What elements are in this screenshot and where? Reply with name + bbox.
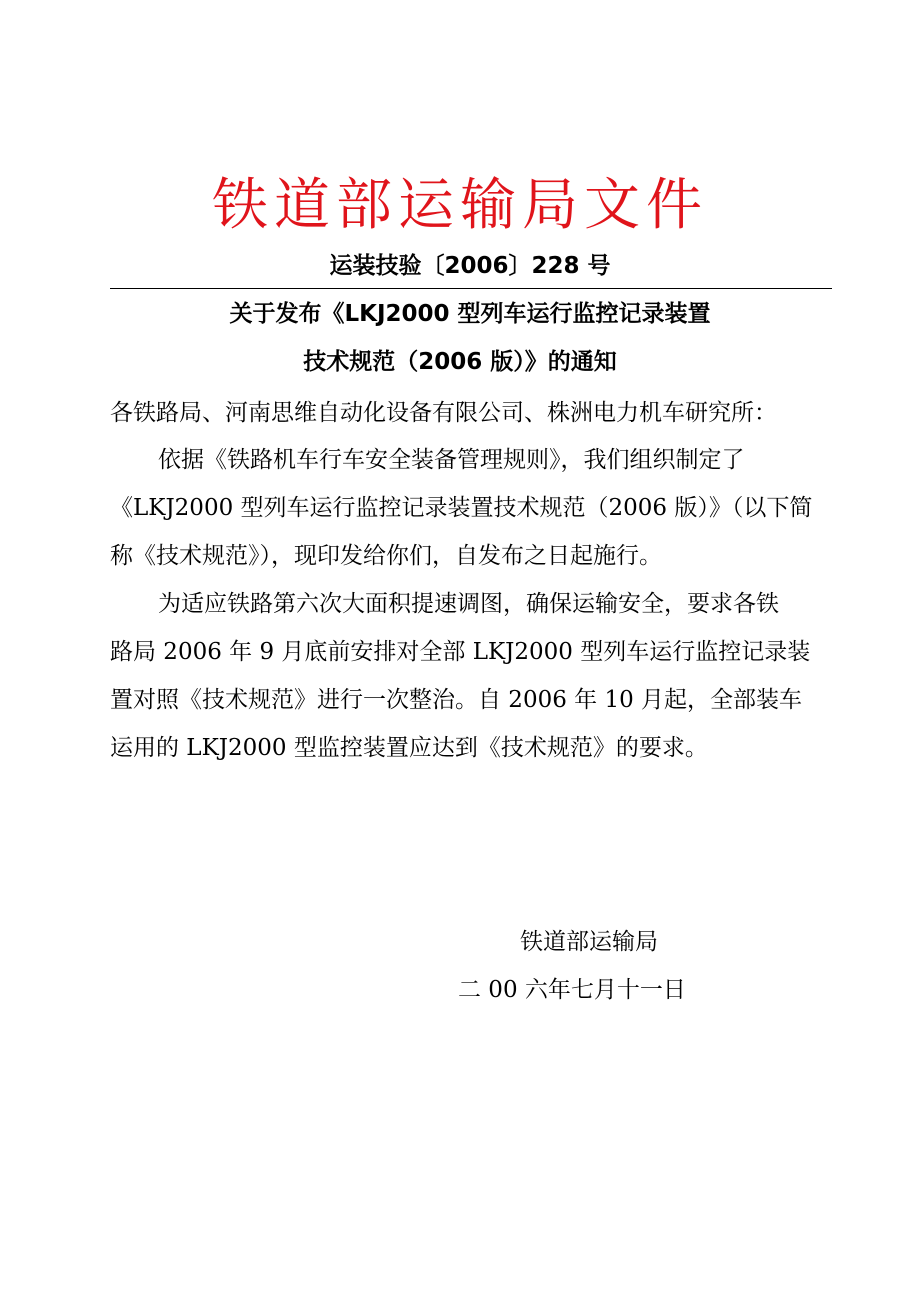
notice-title-line-2: 技术规范（2006 版）》的通知 [303, 349, 617, 375]
document-number: 运装技验〔2006〕228 号 [329, 253, 611, 279]
paragraph-1-line-1: 依据《铁路机车行车安全装备管理规则》，我们组织制定了 [158, 447, 745, 473]
issue-date: 二 00 六年七月十一日 [458, 977, 686, 1003]
notice-title-line-1: 关于发布《LKJ2000 型列车运行监控记录装置 [229, 301, 711, 327]
salutation: 各铁路局、河南思维自动化设备有限公司、株洲电力机车研究所： [110, 400, 777, 426]
paragraph-2-line-4: 运用的 LKJ2000 型监控装置应达到《技术规范》的要求。 [110, 735, 708, 761]
paragraph-2 [110, 580, 832, 772]
paragraph-1-line-3: 称《技术规范》），现印发给你们，自发布之日起施行。 [110, 543, 662, 569]
issuing-authority-title: 铁道部运输局文件 [212, 173, 708, 238]
header-divider [110, 288, 832, 289]
paragraph-2-line-2: 路局 2006 年 9 月底前安排对全部 LKJ2000 型列车运行监控记录装 [110, 639, 811, 665]
paragraph-1-line-2: 《LKJ2000 型列车运行监控记录装置技术规范（2006 版）》（以下简 [110, 495, 813, 521]
paragraph-1 [110, 436, 832, 580]
paragraph-2-line-3: 置对照《技术规范》进行一次整治。自 2006 年 10 月起，全部装车 [110, 687, 803, 713]
paragraph-2-line-1: 为适应铁路第六次大面积提速调图，确保运输安全，要求各铁 [158, 591, 779, 617]
signature-authority: 铁道部运输局 [520, 929, 658, 955]
